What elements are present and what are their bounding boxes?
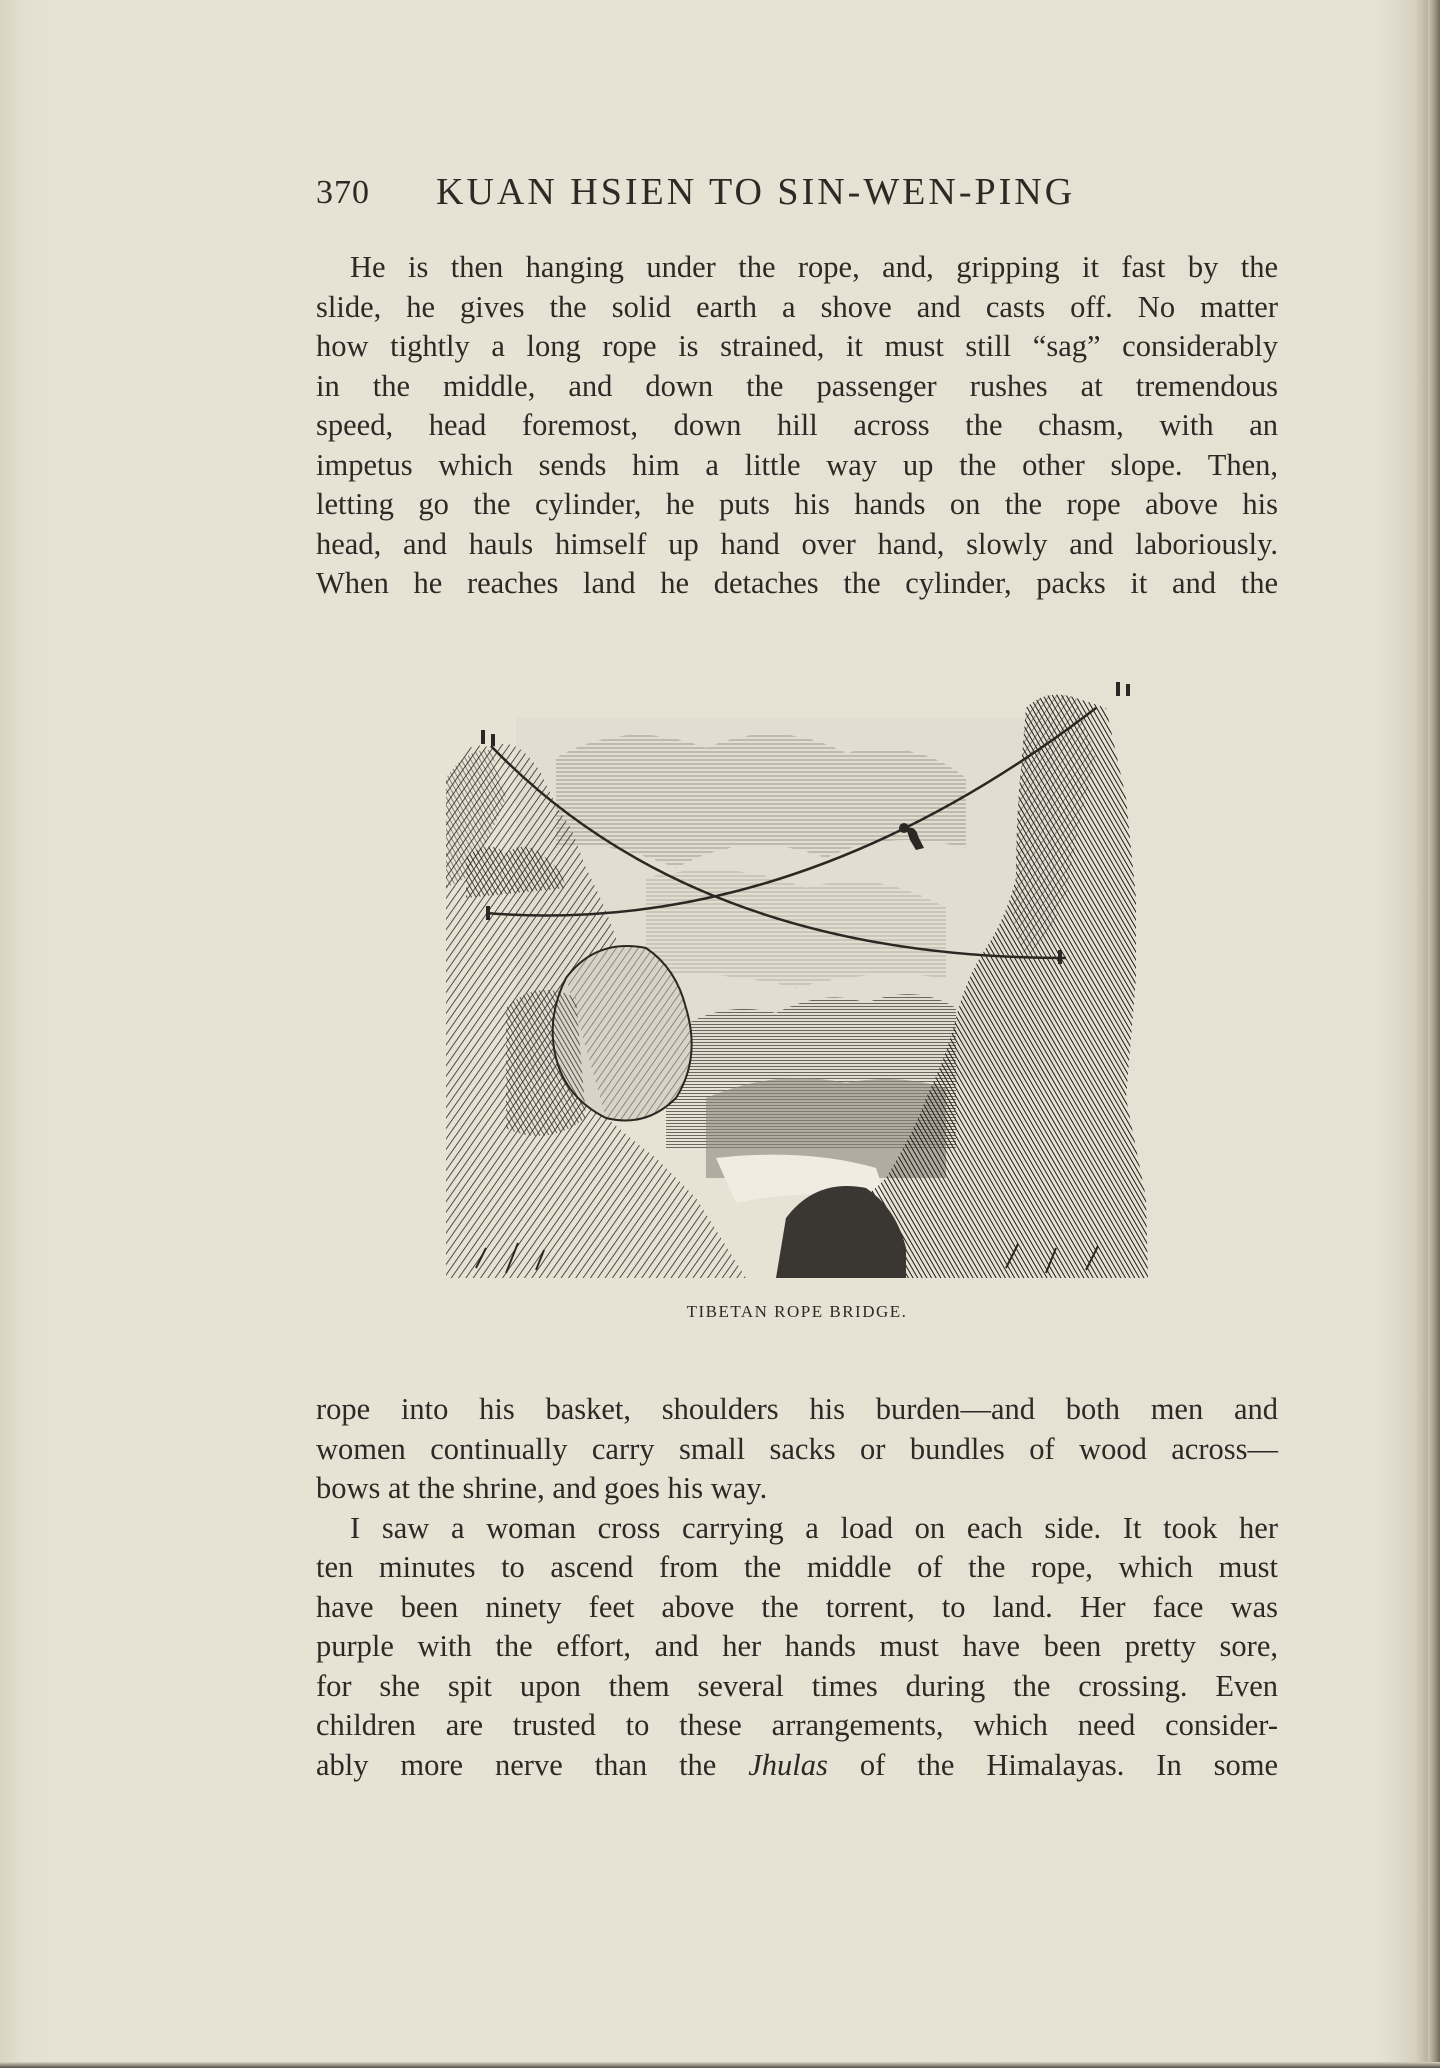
- page-number: 370: [316, 174, 370, 211]
- text-line: have been ninety feet above the torrent, to land. Her face was: [316, 1589, 1278, 1624]
- running-head: KUAN HSIEN TO SIN-WEN-PING: [436, 171, 1076, 213]
- page-bottom-edge: [0, 2062, 1440, 2068]
- figure-caption: TIBETAN ROPE BRIDGE.: [686, 1302, 908, 1321]
- text-line: in the middle, and down the passenger rushes at tremendous: [316, 368, 1278, 403]
- paragraph-1: [316, 248, 1278, 604]
- text-line: letting go the cylinder, he puts his hands on the rope above his: [316, 487, 1278, 521]
- engraving-illustration: [446, 678, 1148, 1286]
- text-segment: of the Himalayas. In some: [827, 1747, 1278, 1782]
- text-line: head, and hauls himself up hand over hand, slowly and laboriously.: [316, 526, 1278, 561]
- text-line: bows at the shrine, and goes his way.: [316, 1471, 768, 1505]
- italic-term: Jhulas: [748, 1747, 828, 1782]
- text-line: He is then hanging under the rope, and, gripping it fast by the: [350, 250, 1278, 284]
- text-line: rope into his basket, shoulders his burden—and both men and: [316, 1392, 1278, 1426]
- text-line: children are trusted to these arrangements, which need consider-: [316, 1708, 1278, 1742]
- text-segment: ably more nerve than the: [316, 1747, 749, 1782]
- text-line: for she spit upon them several times during the crossing. Even: [316, 1668, 1278, 1703]
- page-header: [316, 168, 1276, 218]
- text-line: speed, head foremost, down hill across the chasm, with an: [316, 408, 1278, 442]
- paragraph-2: [316, 1390, 1278, 1785]
- text-line: slide, he gives the solid earth a shove and casts off. No matter: [316, 289, 1278, 324]
- text-line: ten minutes to ascend from the middle of the rope, which must: [316, 1550, 1278, 1584]
- text-line-with-italic: [316, 1746, 1278, 1786]
- page-edge-shadow: [1428, 0, 1440, 2068]
- text-line: I saw a woman cross carrying a load on each side. It took her: [350, 1510, 1278, 1545]
- text-line: how tightly a long rope is strained, it must still “sag” considerably: [316, 329, 1278, 363]
- text-line: purple with the effort, and her hands must have been pretty sore,: [316, 1629, 1278, 1663]
- rope-bridge-engraving: [446, 678, 1148, 1286]
- text-line: women continually carry small sacks or bundles of wood across—: [316, 1431, 1278, 1466]
- text-line: When he reaches land he detaches the cylinder, packs it and the: [316, 566, 1278, 600]
- text-line: impetus which sends him a little way up the other slope. Then,: [316, 447, 1278, 482]
